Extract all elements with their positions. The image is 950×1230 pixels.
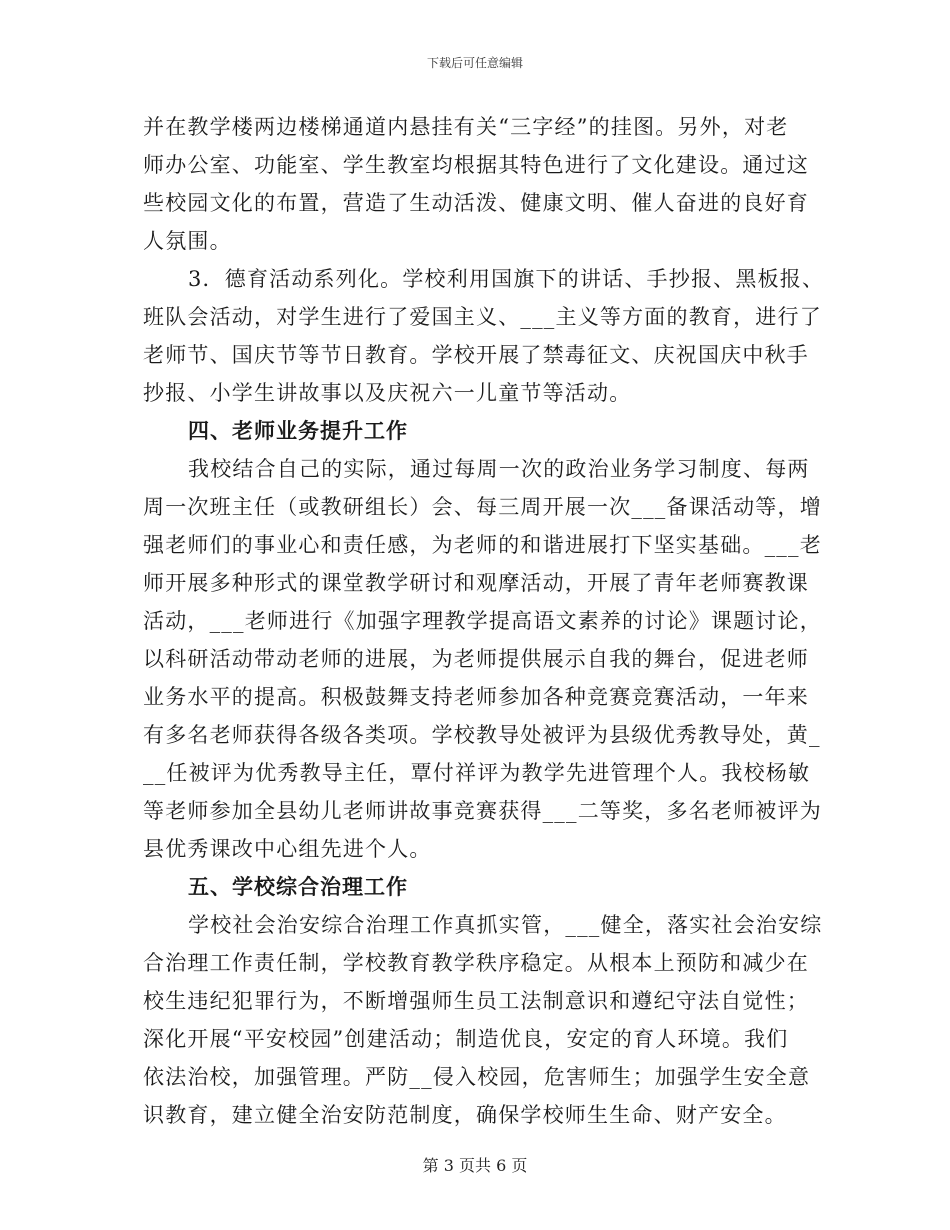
page-header: 下载后可任意编辑 bbox=[426, 56, 523, 70]
paragraph-line: 校生违纪犯罪行为，不断增强师生员工法制意识和遵纪守法自觉性； bbox=[143, 989, 809, 1013]
paragraph-line: 学校社会治安综合治理工作真抓实管，___健全，落实社会治安综 bbox=[188, 913, 823, 937]
paragraph-line: 并在教学楼两边楼梯通道内悬挂有关“三字经”的挂图。另外，对老 bbox=[143, 115, 789, 139]
paragraph-line: 有多名老师获得各级各类项。学校教导处被评为县级优秀教导处，黄_ bbox=[143, 723, 821, 747]
section-heading: 五、学校综合治理工作 bbox=[188, 874, 408, 899]
paragraph-line: 强老师们的事业心和责任感，为老师的和谐进展打下坚实基础。___老 bbox=[143, 533, 822, 557]
paragraph-line: 抄报、小学生讲故事以及庆祝六一儿童节等活动。 bbox=[143, 381, 632, 405]
paragraph-line: 人氛围。 bbox=[143, 229, 232, 253]
paragraph-line: 些校园文化的布置，营造了生动活泼、健康文明、催人奋进的良好育 bbox=[143, 191, 809, 215]
paragraph-line: 班队会活动，对学生进行了爱国主义、___主义等方面的教育，进行了 bbox=[143, 305, 822, 329]
paragraph-line: 周一次班主任（或教研组长）会、每三周开展一次___备课活动等，增 bbox=[143, 495, 822, 519]
paragraph-line: 师办公室、功能室、学生教室均根据其特色进行了文化建设。通过这 bbox=[143, 153, 809, 177]
paragraph-line: 等老师参加全县幼儿老师讲故事竞赛获得___二等奖，多名老师被评为 bbox=[143, 799, 822, 823]
paragraph-line: 以科研活动带动老师的进展，为老师提供展示自我的舞台，促进老师 bbox=[143, 647, 809, 671]
paragraph-line: 合治理工作责任制，学校教育教学秩序稳定。从根本上预防和减少在 bbox=[143, 951, 809, 975]
page-footer: 第 3 页共 6 页 bbox=[422, 1156, 528, 1175]
paragraph-line: 活动，___老师进行《加强字理教学提高语文素养的讨论》课题讨论， bbox=[143, 609, 822, 633]
paragraph-line: 深化开展“平安校园”创建活动；制造优良，安定的育人环境。我们 bbox=[143, 1027, 789, 1051]
paragraph-line: 县优秀课改中心组先进个人。 bbox=[143, 837, 432, 861]
document-body bbox=[143, 108, 825, 1134]
paragraph-line: 3．德育活动系列化。学校利用国旗下的讲话、手抄报、黑板报、 bbox=[188, 267, 825, 291]
paragraph-line: 识教育，建立健全治安防范制度，确保学校师生生命、财产安全。 bbox=[143, 1103, 787, 1127]
paragraph-line: __任被评为优秀教导主任，覃付祥评为教学先进管理个人。我校杨敏 bbox=[143, 761, 811, 785]
paragraph-line: 依法治校，加强管理。严防__侵入校园，危害师生；加强学生安全意 bbox=[143, 1065, 811, 1089]
section-heading: 四、老师业务提升工作 bbox=[188, 418, 408, 443]
paragraph-line: 我校结合自己的实际，通过每周一次的政治业务学习制度、每两 bbox=[188, 457, 810, 481]
paragraph-line: 老师节、国庆节等节日教育。学校开展了禁毒征文、庆祝国庆中秋手 bbox=[143, 343, 809, 367]
paragraph-line: 业务水平的提高。积极鼓舞支持老师参加各种竞赛竞赛活动，一年来 bbox=[143, 685, 809, 709]
paragraph-line: 师开展多种形式的课堂教学研讨和观摩活动，开展了青年老师赛教课 bbox=[143, 571, 809, 595]
